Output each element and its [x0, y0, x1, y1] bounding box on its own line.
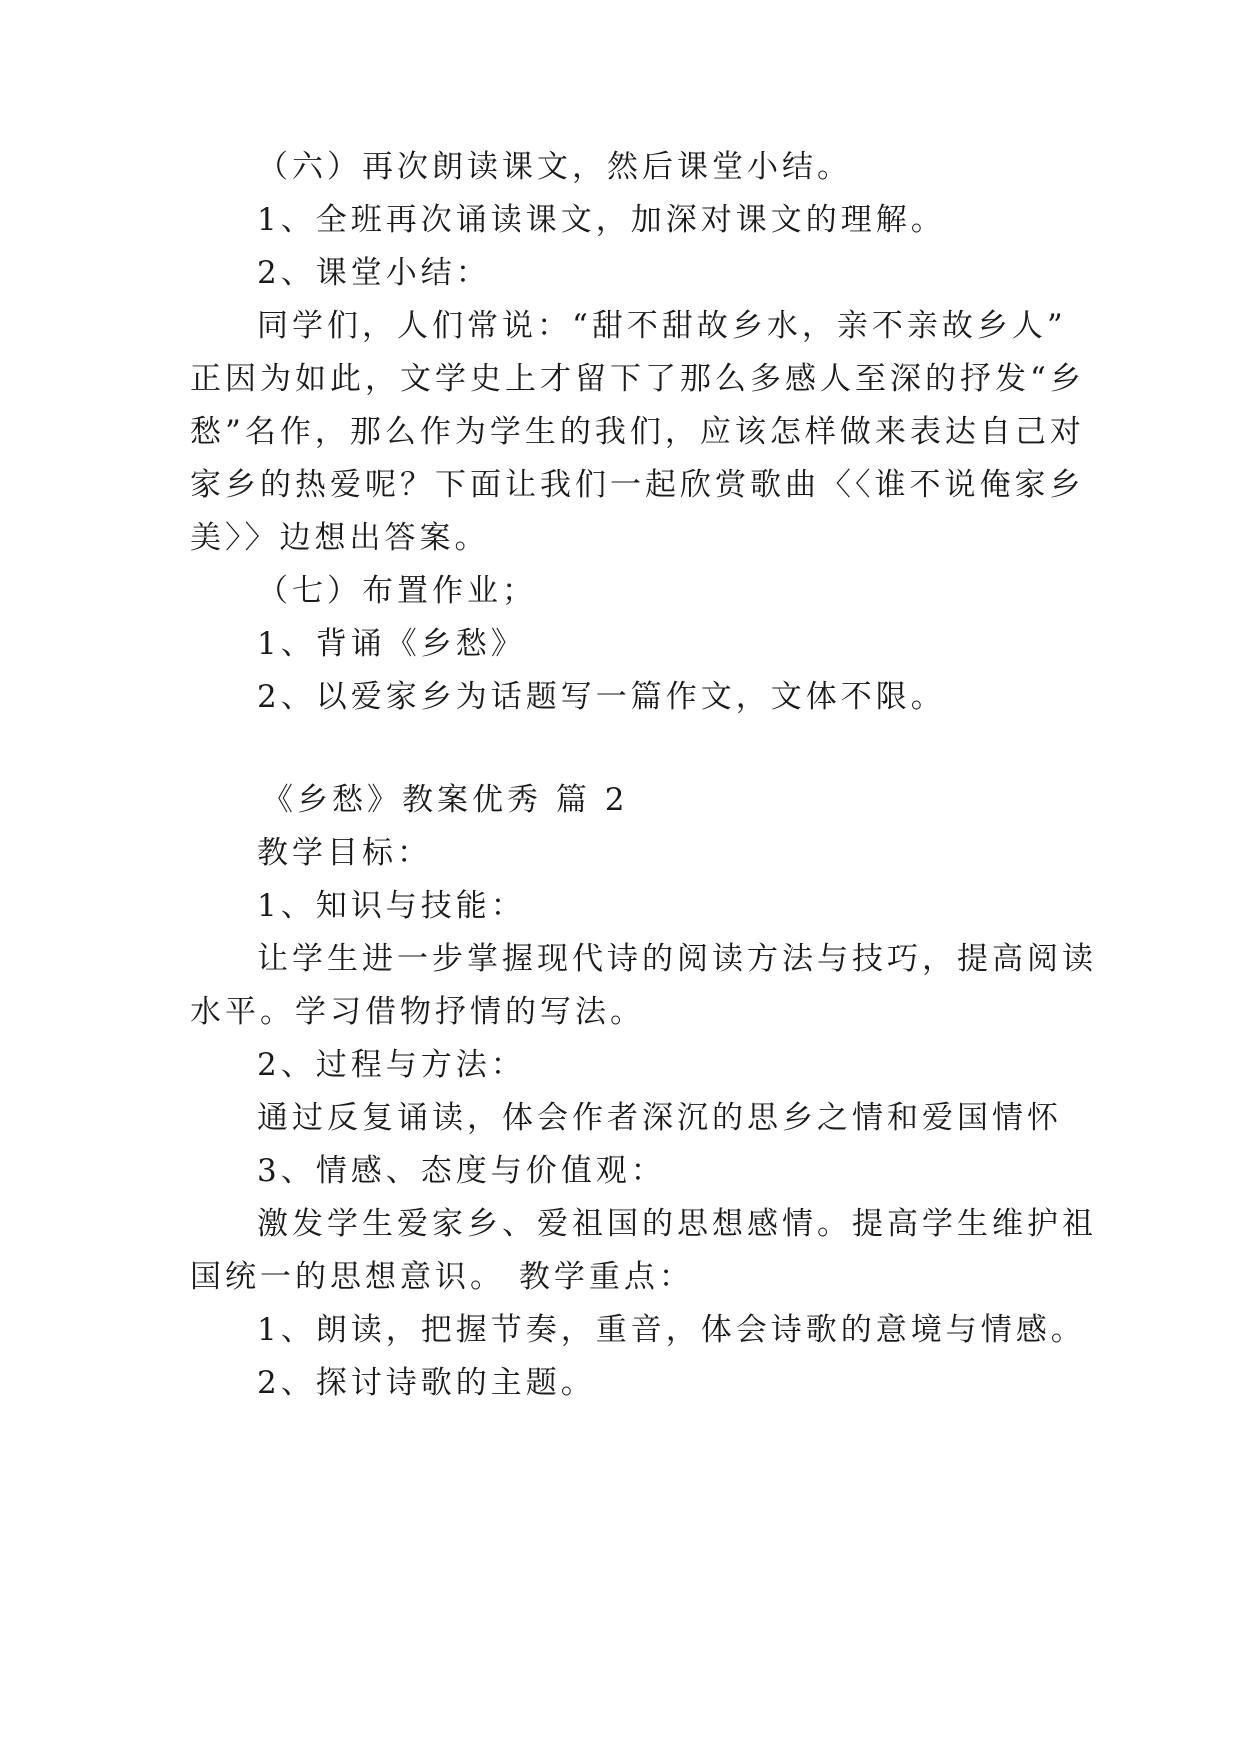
summary-line-3: 愁”名作，那么作为学生的我们，应该怎样做来表达自己对: [190, 414, 1085, 450]
section-seven-item-2: 2、以爱家乡为话题写一篇作文，文体不限。: [257, 679, 946, 715]
summary-line-5: 美〉〉边想出答案。: [190, 520, 490, 556]
objectives-label: 教学目标：: [257, 835, 432, 871]
key-point-2: 2、探讨诗歌的主题。: [257, 1365, 596, 1401]
section-seven-item-1: 1、背诵《乡愁》: [257, 626, 526, 662]
key-point-1: 1、朗读，把握节奏，重音，体会诗歌的意境与情感。: [257, 1312, 1086, 1348]
knowledge-label: 1、知识与技能：: [257, 888, 526, 924]
emotion-label: 3、情感、态度与价值观：: [257, 1153, 666, 1189]
emotion-line-2: 国统一的思想意识。 教学重点：: [190, 1259, 694, 1295]
process-text: 通过反复诵读，体会作者深沉的思乡之情和爱国情怀: [257, 1100, 1062, 1136]
knowledge-line-1: 让学生进一步掌握现代诗的阅读方法与技巧，提高阅读: [257, 941, 1097, 977]
section-six-heading: （六）再次朗读课文，然后课堂小结。: [257, 149, 852, 185]
emotion-line-1: 激发学生爱家乡、爱祖国的思想感情。提高学生维护祖: [257, 1206, 1097, 1242]
summary-line-2: 正因为如此，文学史上才留下了那么多感人至深的抒发“乡: [190, 361, 1085, 397]
knowledge-line-2: 水平。学习借物抒情的写法。: [190, 994, 645, 1030]
section-six-item-2: 2、课堂小结：: [257, 255, 491, 291]
summary-line-1: 同学们，人们常说：“甜不甜故乡水，亲不亲故乡人”: [257, 308, 1067, 344]
part-two-title: 《乡愁》教案优秀 篇 2: [262, 782, 629, 818]
process-label: 2、过程与方法：: [257, 1047, 526, 1083]
section-six-item-1: 1、全班再次诵读课文，加深对课文的理解。: [257, 202, 946, 238]
summary-line-4: 家乡的热爱呢？下面让我们一起欣赏歌曲〈〈谁不说俺家乡: [190, 467, 1085, 503]
section-seven-heading: （七）布置作业；: [257, 573, 537, 609]
